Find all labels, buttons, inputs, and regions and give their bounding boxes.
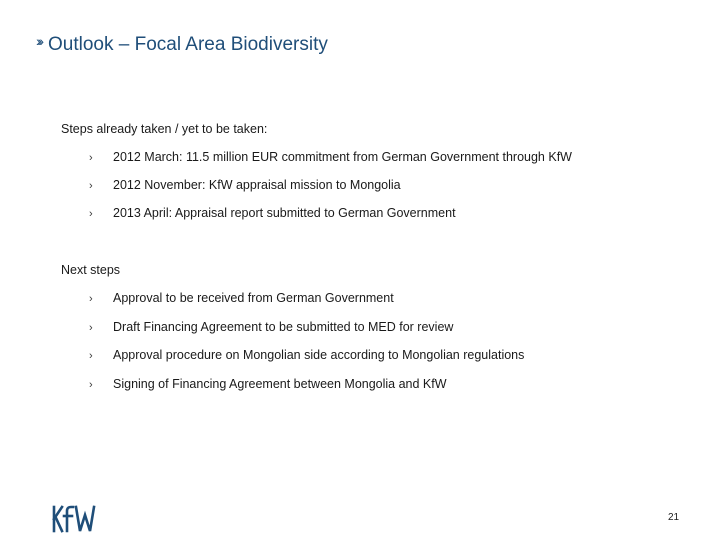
bullet-icon: › [89, 350, 93, 362]
page-number: 21 [668, 512, 680, 523]
slide-title: Outlook – Focal Area Biodiversity [48, 34, 328, 55]
list-item [89, 205, 456, 222]
list-item-text: Approval to be received from German Government [113, 291, 394, 305]
list-item [89, 319, 453, 336]
list-item [89, 149, 572, 166]
section-heading-steps: Steps already taken / yet to be taken: [61, 122, 268, 136]
bullet-icon: › [89, 152, 93, 164]
kfw-logo [52, 505, 96, 538]
list-item [89, 290, 394, 307]
list-item-text: 2013 April: Appraisal report submitted to German Government [113, 206, 456, 220]
title-row [36, 32, 328, 58]
list-item-text: Approval procedure on Mongolian side according to Mongolian regulations [113, 348, 525, 362]
list-item [89, 347, 524, 364]
section-heading-next-steps: Next steps [61, 263, 121, 277]
kfw-logo-icon [52, 505, 96, 533]
bullet-icon: › [89, 180, 93, 192]
bullet-icon: › [89, 379, 93, 391]
list-item [89, 376, 447, 393]
list-item-text: Signing of Financing Agreement between Mongolia and KfW [113, 377, 447, 391]
bullet-icon: › [89, 322, 93, 334]
bullet-icon: › [89, 293, 93, 305]
list-item [89, 177, 401, 194]
list-item-text: Draft Financing Agreement to be submitted to MED for review [113, 320, 454, 334]
bullet-icon: › [89, 208, 93, 220]
title-chevrons-icon: ››› [36, 33, 41, 49]
list-item-text: 2012 March: 11.5 million EUR commitment from German Government through KfW [113, 150, 572, 164]
list-item-text: 2012 November: KfW appraisal mission to Mongolia [113, 178, 401, 192]
